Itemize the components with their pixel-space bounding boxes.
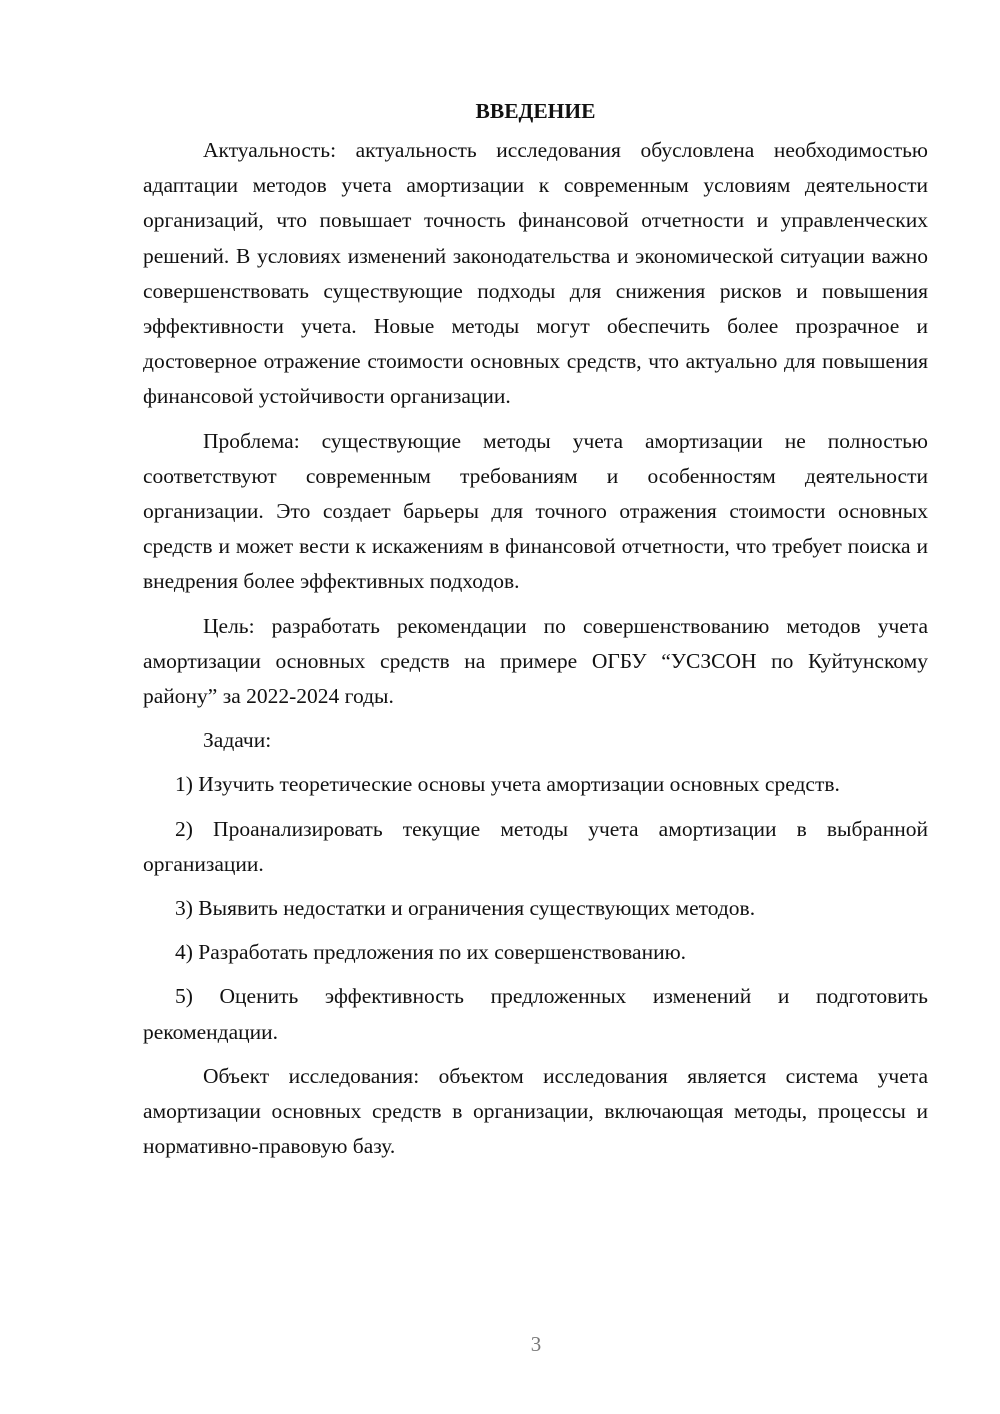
task-item-1: 1) Изучить теоретические основы учета амортизации основных средств. (175, 772, 840, 797)
task-item-2: 2) Проанализировать текущие методы учета амортизации в выбранной организации. (143, 816, 928, 876)
problem-paragraph: Проблема: существующие методы учета амортизации не полностью соответствуют современным требованиям и особенностям деятельности организации. Это создает барьеры для точного отражения стоимости основных средств и может вести к искажениям в финансовой отчетности, что требует поиска и внедрения более эффективных подходов. (143, 428, 928, 594)
page-number: 3 (530, 1332, 542, 1356)
section-title: ВВЕДЕНИЕ (475, 99, 596, 123)
goal-paragraph: Цель: разработать рекомендации по совершенствованию методов учета амортизации основных средств на примере ОГБУ “УСЗСОН по Куйтунскому району” за 2022-2024 годы. (143, 613, 928, 709)
task-item-5: 5) Оценить эффективность предложенных изменений и подготовить рекомендации. (143, 984, 928, 1044)
relevance-paragraph: Актуальность: актуальность исследования обусловлена необходимостью адаптации методов учета амортизации к современным условиям деятельности организаций, что повышает точность финансовой отчетности и управленческих решений. В условиях изменений законодательства и экономической ситуации важно совершенствовать существующие подходы для снижения рисков и повышения эффективности учета. Новые методы могут обеспечить более прозрачное и достоверное отражение стоимости основных средств, что актуально для повышения финансовой устойчивости организации. (143, 138, 928, 409)
task-item-4: 4) Разработать предложения по их совершенствованию. (175, 940, 687, 965)
document-page (143, 92, 928, 1164)
task-item-3: 3) Выявить недостатки и ограничения существующих методов. (175, 896, 756, 921)
tasks-heading: Задачи: (203, 728, 272, 753)
object-paragraph: Объект исследования: объектом исследования является система учета амортизации основных средств в организации, включающая методы, процессы и нормативно-правовую базу. (143, 1063, 928, 1159)
